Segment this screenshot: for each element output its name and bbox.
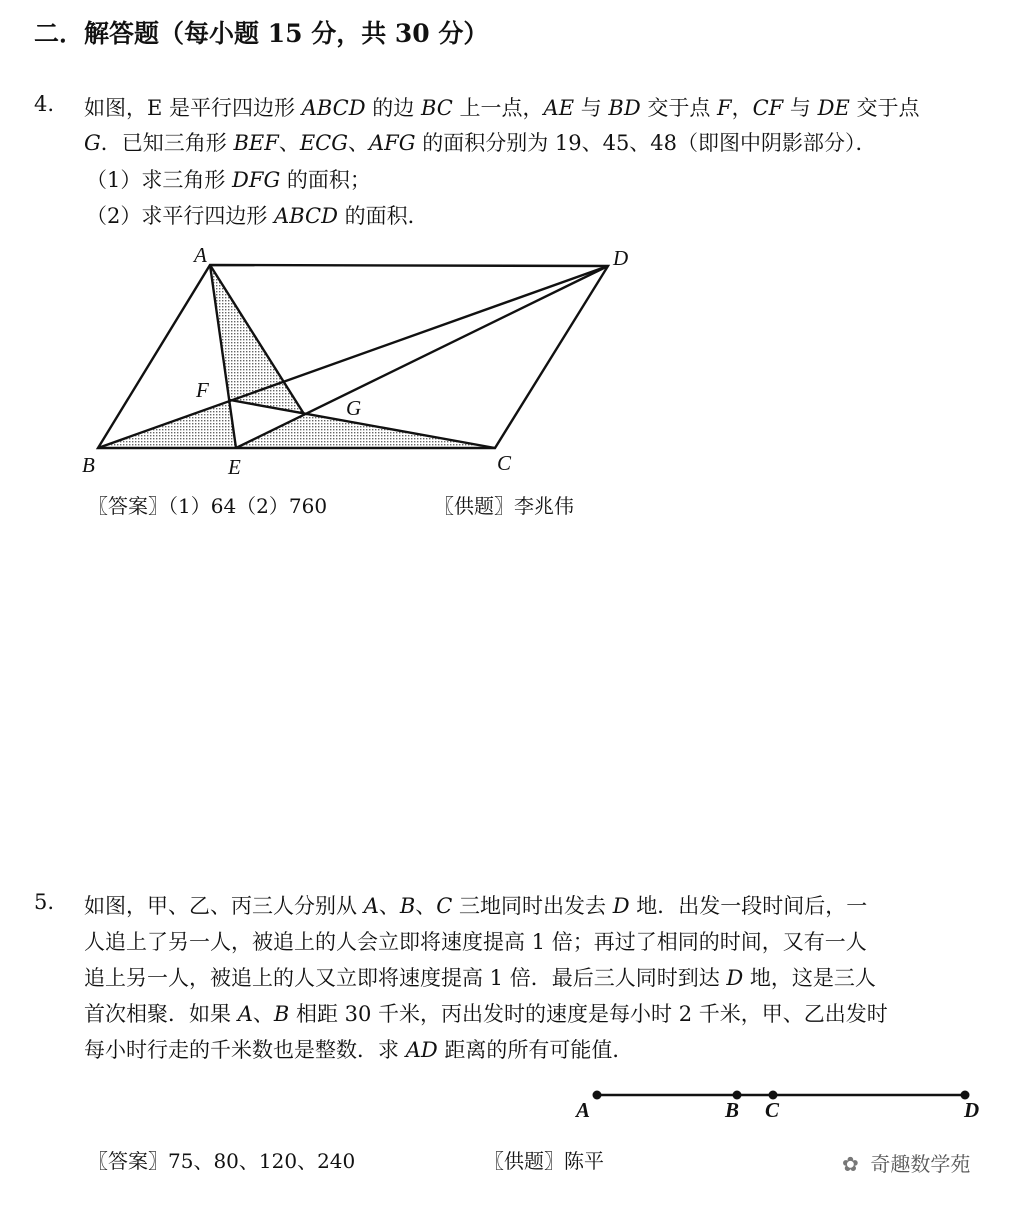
label-f: F	[196, 378, 209, 402]
point-a	[593, 1091, 602, 1100]
text-run: 相距 30 千米，丙出发时的速度是每小时 2 千米，甲、乙出发时	[289, 1002, 888, 1026]
triangle-ecg-shaded	[236, 414, 495, 448]
math-symbol: BEF	[233, 131, 279, 155]
math-symbol: DFG	[232, 168, 281, 192]
label-d: D	[613, 246, 629, 270]
text-run: 、	[415, 894, 437, 918]
text-run: ，	[731, 96, 753, 120]
problem-4-answer: 〖答案〗（1）64（2）760	[88, 494, 328, 518]
text-run: 距离的所有可能值．	[437, 1038, 634, 1062]
watermark	[842, 1148, 970, 1177]
text-run: 如图，甲、乙、丙三人分别从	[84, 894, 364, 918]
problem-4-number: 4.	[34, 92, 55, 116]
label-c: C	[497, 451, 512, 475]
math-symbol: AFG	[369, 131, 416, 155]
text-run: 上一点，	[452, 96, 544, 120]
label-g: G	[346, 396, 362, 420]
math-symbol: ABCD	[301, 96, 366, 120]
text-run: 、	[278, 131, 300, 155]
math-symbol: ECG	[299, 131, 348, 155]
line-label-c: C	[765, 1098, 780, 1122]
line-label-a: A	[576, 1098, 591, 1122]
text-run: 与	[783, 96, 818, 120]
math-symbol: AE	[543, 96, 575, 120]
label-e: E	[228, 455, 241, 479]
text-run: 的面积分别为 19、45、48（即图中阴影部分）．	[415, 131, 877, 155]
text-run: 、	[348, 131, 369, 155]
parallelogram-figure	[0, 0, 1036, 520]
problem-5-answer: 〖答案〗75、80、120、240	[88, 1149, 356, 1173]
math-symbol: BD	[608, 96, 641, 120]
text-run: 的面积；	[280, 168, 371, 192]
math-symbol: CF	[752, 96, 784, 120]
text-run: 人追上了另一人，被追上的人会立即将速度提高 1 倍；再过了相同的时间，又有一人	[84, 930, 867, 954]
line-label-d: D	[964, 1098, 980, 1122]
problem-5-line-1	[84, 890, 867, 920]
problem-5-number: 5.	[34, 890, 55, 914]
wechat-icon: ✿	[842, 1152, 859, 1176]
text-run: 首次相聚．如果	[84, 1002, 238, 1026]
section-title: 二．解答题（每小题 15 分，共 30 分）	[34, 19, 489, 48]
math-symbol: D	[612, 894, 630, 918]
text-run: 交于点	[849, 96, 920, 120]
math-symbol: DE	[817, 96, 850, 120]
text-run: 如图，E 是平行四边形	[84, 96, 302, 120]
problem-5-line-2	[84, 926, 867, 956]
segment-bd	[98, 266, 608, 448]
problem-5-line-4	[84, 998, 888, 1028]
text-run: 地，这是三人	[743, 966, 876, 990]
text-run: 的边	[365, 96, 421, 120]
math-symbol: B	[399, 894, 416, 918]
text-run: 交于点	[640, 96, 718, 120]
watermark-text: 奇趣数学苑	[870, 1152, 971, 1176]
math-symbol: A	[237, 1002, 253, 1026]
text-run: 的面积．	[337, 204, 429, 228]
problem-4-source: 〖供题〗李兆伟	[434, 494, 574, 518]
text-run: 地．出发一段时间后，一	[629, 894, 868, 918]
text-run: 三地同时出发去	[452, 894, 613, 918]
math-symbol: B	[273, 1002, 290, 1026]
text-run: 与	[574, 96, 609, 120]
text-run: 追上另一人，被追上的人又立即将速度提高 1 倍．最后三人同时到达	[84, 966, 727, 990]
problem-5-line-3	[84, 962, 876, 992]
text-run: 、	[252, 1002, 274, 1026]
label-b: B	[82, 453, 95, 477]
text-run: 、	[378, 894, 400, 918]
math-symbol: ABCD	[274, 204, 338, 228]
text-run: 每小时行走的千米数也是整数．求	[84, 1038, 406, 1062]
math-symbol: AD	[405, 1038, 438, 1062]
text-run: （2）求平行四边形	[86, 204, 275, 228]
problem-5-source: 〖供题〗陈平	[484, 1149, 604, 1173]
math-symbol: BC	[420, 96, 453, 120]
math-symbol: C	[436, 894, 453, 918]
problem-5-line-5	[84, 1034, 633, 1064]
math-symbol: D	[726, 966, 744, 990]
math-symbol: F	[717, 96, 732, 120]
label-a: A	[194, 243, 207, 267]
line-label-b: B	[725, 1098, 740, 1122]
text-run: （1）求三角形	[86, 168, 233, 192]
line-segment-figure	[560, 1080, 1000, 1130]
text-run: ．已知三角形	[100, 131, 234, 155]
math-symbol: A	[363, 894, 379, 918]
math-symbol: G	[84, 131, 101, 155]
